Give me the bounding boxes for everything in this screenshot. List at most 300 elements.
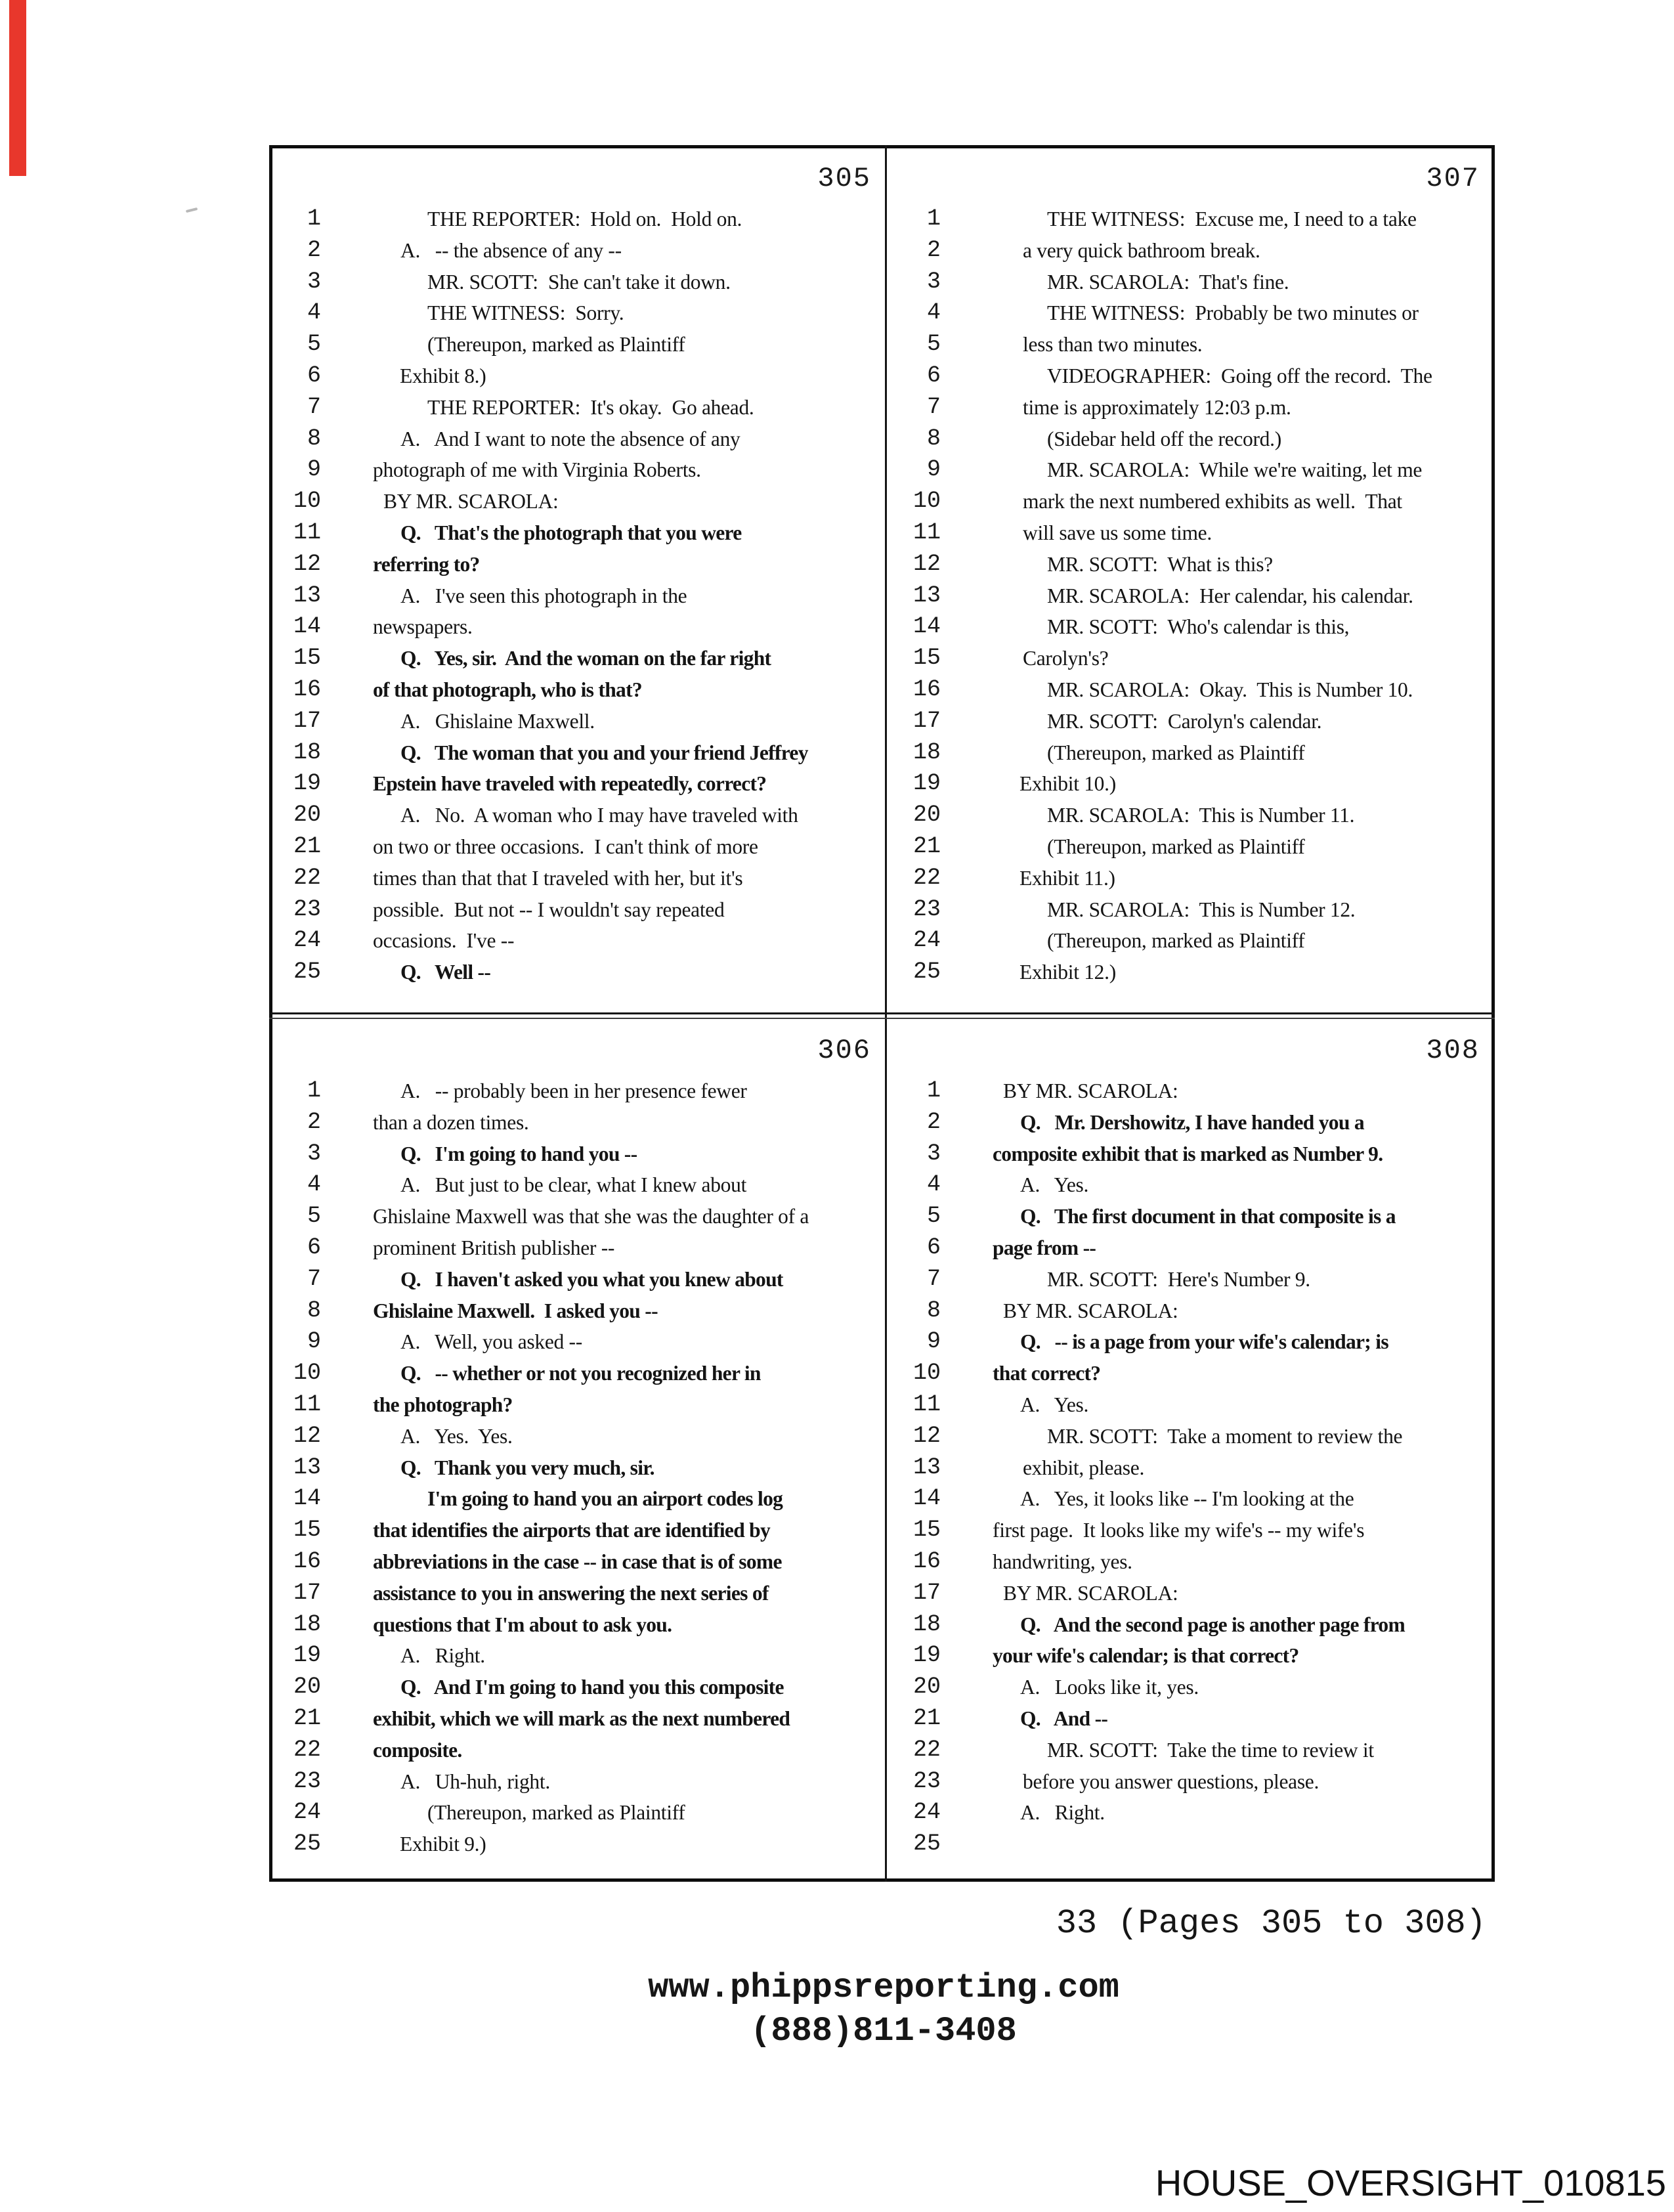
transcript-line — [283, 1829, 883, 1860]
line-text: handwriting, yes. — [993, 1550, 1132, 1573]
line-number: 18 — [293, 739, 321, 766]
transcript-line — [903, 706, 1492, 737]
line-text: I'm going to hand you an airport codes log — [427, 1487, 783, 1511]
line-number: 12 — [293, 1422, 321, 1449]
line-number: 23 — [293, 1767, 321, 1794]
line-text: composite. — [373, 1738, 462, 1762]
line-text: MR. SCAROLA: Her calendar, his calendar. — [1047, 584, 1413, 607]
transcript-line — [903, 267, 1492, 298]
line-text: than a dozen times. — [373, 1110, 529, 1134]
line-number: 6 — [926, 362, 941, 389]
line-number: 17 — [912, 707, 941, 734]
line-text: A. Yes. Yes. — [400, 1424, 513, 1448]
line-number: 7 — [926, 393, 941, 420]
transcript-line — [283, 706, 883, 737]
line-text: Q. The first document in that composite is a — [1020, 1205, 1396, 1228]
line-number: 11 — [912, 1391, 941, 1418]
transcript-line — [903, 1295, 1492, 1327]
transcript-line — [903, 1232, 1492, 1264]
footer-page-range: 33 (Pages 305 to 308) — [1056, 1904, 1486, 1943]
transcript-line — [283, 1546, 883, 1578]
line-number: 19 — [293, 1642, 321, 1669]
line-number: 15 — [293, 645, 321, 672]
line-text: Exhibit 11.) — [1019, 866, 1115, 890]
transcript-line — [283, 800, 883, 831]
line-text: referring to? — [373, 552, 480, 576]
line-text: time is approximately 12:03 p.m. — [1023, 395, 1291, 419]
line-text: A. -- probably been in her presence fewer — [400, 1079, 747, 1102]
line-text: A. Yes. — [1020, 1173, 1089, 1197]
line-number: 7 — [307, 1265, 321, 1292]
transcript-line — [283, 768, 883, 800]
footer-phone: (888)811-3408 — [750, 2012, 1017, 2050]
line-number: 11 — [293, 519, 321, 546]
line-number: 1 — [926, 206, 941, 232]
line-text: Q. I'm going to hand you -- — [400, 1142, 637, 1165]
line-text: THE REPORTER: It's okay. Go ahead. — [427, 395, 754, 419]
transcript-line — [903, 925, 1492, 957]
transcript-line — [283, 1578, 883, 1609]
line-text: A. Yes. — [1020, 1393, 1089, 1416]
line-number: 25 — [912, 1831, 941, 1857]
transcript-line — [903, 1609, 1492, 1641]
line-number: 20 — [293, 802, 321, 829]
line-number: 3 — [926, 1140, 941, 1167]
transcript-line — [903, 831, 1492, 863]
line-number: 20 — [912, 802, 941, 829]
transcript-line — [903, 957, 1492, 988]
line-text: Q. And the second page is another page from — [1020, 1613, 1405, 1636]
transcript-line — [903, 1452, 1492, 1484]
transcript-line — [283, 925, 883, 957]
transcript-line — [903, 1483, 1492, 1515]
line-number: 24 — [912, 1799, 941, 1826]
line-number: 18 — [912, 1611, 941, 1637]
line-number: 9 — [926, 1328, 941, 1355]
line-number: 5 — [926, 331, 941, 358]
line-number: 9 — [307, 456, 321, 483]
line-number: 1 — [926, 1077, 941, 1104]
transcript-line — [903, 1358, 1492, 1389]
line-text: MR. SCOTT: Take a moment to review the — [1047, 1424, 1403, 1448]
line-number: 6 — [307, 1234, 321, 1261]
line-number: 12 — [293, 550, 321, 577]
transcript-line — [283, 1389, 883, 1421]
line-text: Ghislaine Maxwell was that she was the daughter of a — [373, 1205, 809, 1228]
line-text: (Thereupon, marked as Plaintiff — [427, 333, 685, 357]
line-number: 2 — [926, 236, 941, 263]
line-text: prominent British publisher -- — [373, 1236, 615, 1259]
transcript-line — [903, 800, 1492, 831]
transcript-line — [903, 297, 1492, 329]
transcript-line — [903, 1139, 1492, 1170]
transcript-line — [903, 611, 1492, 643]
line-text: exhibit, which we will mark as the next numbered — [373, 1706, 790, 1730]
line-number: 9 — [926, 456, 941, 483]
transcript-line — [903, 643, 1492, 674]
transcript-line — [903, 1735, 1492, 1766]
line-text: Exhibit 8.) — [400, 364, 486, 387]
line-number: 11 — [912, 519, 941, 546]
line-text: mark the next numbered exhibits as well. That — [1023, 490, 1402, 513]
line-number: 17 — [293, 707, 321, 734]
transcript-line — [903, 360, 1492, 392]
line-number: 4 — [926, 299, 941, 326]
line-text: questions that I'm about to ask you. — [373, 1613, 672, 1636]
line-number: 16 — [293, 1548, 321, 1574]
line-text: BY MR. SCAROLA: — [383, 490, 559, 513]
line-number: 10 — [912, 1360, 941, 1387]
line-text: A. And I want to note the absence of any — [400, 427, 740, 450]
transcript-line — [283, 1326, 883, 1358]
transcript-line — [903, 1075, 1492, 1107]
line-text: A. I've seen this photograph in the — [400, 584, 687, 607]
line-number: 4 — [307, 299, 321, 326]
line-text: possible. But not -- I wouldn't say repeated — [373, 898, 725, 921]
transcript-line — [903, 1326, 1492, 1358]
horizontal-divider — [269, 1012, 1495, 1014]
transcript-line — [903, 235, 1492, 267]
transcript-line — [903, 1515, 1492, 1546]
transcript-line — [903, 517, 1492, 549]
line-number: 14 — [912, 613, 941, 640]
line-text: A. -- the absence of any -- — [400, 238, 622, 262]
line-text: THE WITNESS: Sorry. — [427, 301, 624, 325]
transcript-line — [903, 580, 1492, 612]
transcript-line — [283, 1358, 883, 1389]
line-text: Q. -- whether or not you recognized her in — [400, 1362, 761, 1385]
line-number: 8 — [926, 1297, 941, 1324]
line-text: your wife's calendar; is that correct? — [993, 1644, 1299, 1668]
line-number: 16 — [912, 1548, 941, 1574]
line-text: A. Right. — [1020, 1801, 1105, 1825]
line-text: MR. SCAROLA: This is Number 11. — [1047, 804, 1355, 827]
transcript-line — [903, 1546, 1492, 1578]
line-number: 24 — [293, 927, 321, 954]
line-number: 22 — [912, 1736, 941, 1763]
transcript-line — [283, 1169, 883, 1201]
line-text: that correct? — [993, 1362, 1101, 1385]
line-number: 7 — [307, 393, 321, 420]
line-text: MR. SCOTT: Here's Number 9. — [1047, 1267, 1310, 1291]
transcript-line — [903, 1766, 1492, 1798]
transcript-line — [283, 486, 883, 517]
line-number: 4 — [926, 1171, 941, 1198]
line-number: 13 — [912, 1454, 941, 1481]
line-text: assistance to you in answering the next series of — [373, 1581, 769, 1605]
line-number: 18 — [912, 739, 941, 766]
line-text: A. Ghislaine Maxwell. — [400, 709, 595, 733]
line-text: A. Well, you asked -- — [400, 1330, 582, 1354]
line-number: 25 — [912, 959, 941, 986]
line-text: (Thereupon, marked as Plaintiff — [1047, 929, 1305, 953]
transcript-line — [903, 894, 1492, 926]
line-text: THE REPORTER: Hold on. Hold on. — [427, 207, 742, 230]
line-number: 12 — [912, 550, 941, 577]
line-text: Epstein have traveled with repeatedly, correct? — [373, 772, 767, 796]
transcript-line — [283, 235, 883, 267]
line-number: 3 — [926, 268, 941, 295]
line-number: 5 — [926, 1203, 941, 1230]
line-text: A. Yes, it looks like -- I'm looking at the — [1020, 1487, 1354, 1511]
line-text: Q. -- is a page from your wife's calendar; is — [1020, 1330, 1388, 1354]
transcript-line — [903, 1640, 1492, 1672]
transcript-line — [283, 329, 883, 360]
line-text: A. Looks like it, yes. — [1020, 1676, 1199, 1699]
transcript-line — [283, 1232, 883, 1264]
line-number: 9 — [307, 1328, 321, 1355]
transcript-line — [283, 1295, 883, 1327]
transcript-line — [283, 454, 883, 486]
line-text: THE WITNESS: Probably be two minutes or — [1047, 301, 1419, 325]
transcript-line — [283, 1139, 883, 1170]
page-number: 306 — [817, 1035, 871, 1066]
line-text: (Sidebar held off the record.) — [1047, 427, 1281, 450]
line-text: MR. SCAROLA: While we're waiting, let me — [1047, 458, 1423, 482]
transcript-line — [283, 549, 883, 580]
line-text: of that photograph, who is that? — [373, 678, 642, 701]
line-text: photograph of me with Virginia Roberts. — [373, 458, 701, 482]
line-number: 19 — [912, 770, 941, 797]
line-number: 5 — [307, 331, 321, 358]
line-number: 8 — [307, 1297, 321, 1324]
line-number: 15 — [912, 645, 941, 672]
transcript-line — [283, 1452, 883, 1484]
line-text: less than two minutes. — [1023, 333, 1203, 357]
line-number: 2 — [307, 1108, 321, 1135]
transcript-line — [283, 737, 883, 769]
line-text: BY MR. SCAROLA: — [1003, 1581, 1178, 1605]
transcript-line — [283, 1421, 883, 1452]
transcript-line — [283, 1264, 883, 1295]
transcript-line — [903, 1578, 1492, 1609]
transcript-line — [283, 863, 883, 894]
line-text: Q. Thank you very much, sir. — [400, 1456, 655, 1479]
line-text: occasions. I've -- — [373, 929, 515, 953]
transcript-line — [903, 204, 1492, 235]
line-number: 1 — [307, 206, 321, 232]
transcript-line — [283, 517, 883, 549]
transcript-line — [283, 423, 883, 455]
transcript-line — [903, 454, 1492, 486]
line-number: 13 — [293, 1454, 321, 1481]
line-number: 6 — [926, 1234, 941, 1261]
transcript-lines-305 — [283, 204, 883, 988]
line-number: 21 — [912, 833, 941, 859]
line-number: 25 — [293, 1831, 321, 1857]
line-number: 5 — [307, 1203, 321, 1230]
line-text: composite exhibit that is marked as Number 9. — [993, 1142, 1383, 1165]
transcript-line — [903, 768, 1492, 800]
transcript-line — [283, 1075, 883, 1107]
transcript-line — [283, 674, 883, 706]
page-308-quadrant — [887, 1020, 1492, 1878]
page-number: 308 — [1426, 1035, 1480, 1066]
line-text: MR. SCAROLA: Okay. This is Number 10. — [1047, 678, 1413, 701]
line-text: MR. SCOTT: She can't take it down. — [427, 270, 731, 293]
line-text: Q. I haven't asked you what you knew about — [400, 1267, 783, 1291]
line-number: 23 — [912, 896, 941, 922]
line-text: Q. Yes, sir. And the woman on the far right — [400, 647, 771, 670]
line-number: 10 — [293, 1360, 321, 1387]
line-number: 14 — [912, 1485, 941, 1512]
transcript-line — [903, 674, 1492, 706]
line-number: 2 — [307, 236, 321, 263]
transcript-line — [903, 1797, 1492, 1829]
line-text: MR. SCOTT: Who's calendar is this, — [1047, 615, 1350, 639]
transcript-lines-308 — [903, 1075, 1492, 1860]
transcript-line — [283, 831, 883, 863]
line-text — [941, 1829, 993, 1860]
transcript-line — [283, 1609, 883, 1641]
line-number: 23 — [293, 896, 321, 922]
transcript-line — [283, 392, 883, 423]
line-number: 1 — [307, 1077, 321, 1104]
line-text: MR. SCOTT: Carolyn's calendar. — [1047, 709, 1322, 733]
transcript-line — [903, 549, 1492, 580]
line-text: Exhibit 12.) — [1019, 961, 1116, 984]
line-text: on two or three occasions. I can't think of more — [373, 835, 758, 858]
transcript-line — [903, 1672, 1492, 1703]
line-number: 3 — [307, 268, 321, 295]
pen-mark — [186, 207, 198, 213]
line-text: MR. SCOTT: What is this? — [1047, 552, 1273, 576]
line-number: 8 — [926, 425, 941, 452]
line-text: newspapers. — [373, 615, 473, 639]
transcript-line — [903, 737, 1492, 769]
line-number: 3 — [307, 1140, 321, 1167]
transcript-line — [283, 297, 883, 329]
line-number: 19 — [293, 770, 321, 797]
line-text: MR. SCOTT: Take the time to review it — [1047, 1738, 1374, 1762]
footer-website: www.phippsreporting.com — [648, 1968, 1119, 2007]
line-number: 15 — [912, 1517, 941, 1544]
line-number: 17 — [912, 1579, 941, 1606]
horizontal-divider-shadow — [269, 1018, 1495, 1019]
transcript-line — [903, 1389, 1492, 1421]
line-number: 20 — [912, 1674, 941, 1701]
line-number: 4 — [307, 1171, 321, 1198]
line-number: 25 — [293, 959, 321, 986]
transcript-line — [283, 1672, 883, 1703]
transcript-line — [903, 423, 1492, 455]
line-text: will save us some time. — [1023, 521, 1212, 544]
transcript-line — [903, 1829, 1492, 1860]
transcript-line — [283, 1735, 883, 1766]
transcript-line — [283, 643, 883, 674]
line-text: BY MR. SCAROLA: — [1003, 1079, 1178, 1102]
line-text: Q. Well -- — [400, 961, 491, 984]
transcript-lines-307 — [903, 204, 1492, 988]
line-number: 20 — [293, 1674, 321, 1701]
line-text: VIDEOGRAPHER: Going off the record. The — [1047, 364, 1432, 387]
line-number: 14 — [293, 1485, 321, 1512]
line-number: 23 — [912, 1767, 941, 1794]
line-number: 22 — [293, 1736, 321, 1763]
line-text: (Thereupon, marked as Plaintiff — [427, 1801, 685, 1825]
transcript-line — [283, 1703, 883, 1735]
line-text: the photograph? — [373, 1393, 513, 1416]
line-number: 18 — [293, 1611, 321, 1637]
line-number: 12 — [912, 1422, 941, 1449]
line-number: 11 — [293, 1391, 321, 1418]
transcript-line — [283, 894, 883, 926]
transcript-line — [283, 580, 883, 612]
line-number: 24 — [912, 927, 941, 954]
line-number: 16 — [293, 676, 321, 703]
transcript-line — [283, 957, 883, 988]
line-number: 13 — [912, 582, 941, 609]
line-number: 21 — [912, 1704, 941, 1731]
line-text: times than that that I traveled with her, but it's — [373, 866, 743, 890]
line-number: 2 — [926, 1108, 941, 1135]
transcript-line — [283, 360, 883, 392]
transcript-line — [903, 1703, 1492, 1735]
page-number: 307 — [1426, 163, 1480, 194]
line-text: Q. Mr. Dershowitz, I have handed you a — [1020, 1110, 1364, 1134]
page-305-quadrant — [272, 148, 883, 1012]
line-text: Ghislaine Maxwell. I asked you -- — [373, 1299, 658, 1322]
transcript-line — [283, 267, 883, 298]
line-number: 22 — [912, 864, 941, 891]
transcript-lines-306 — [283, 1075, 883, 1860]
line-text: abbreviations in the case -- in case that is of some — [373, 1550, 782, 1573]
line-text: first page. It looks like my wife's -- my wife's — [993, 1519, 1365, 1542]
transcript-line — [903, 1201, 1492, 1232]
line-text: (Thereupon, marked as Plaintiff — [1047, 835, 1305, 858]
line-number: 24 — [293, 1799, 321, 1826]
line-text: A. Right. — [400, 1644, 485, 1668]
transcript-line — [283, 1483, 883, 1515]
line-text: Carolyn's? — [1023, 647, 1109, 670]
bates-stamp: HOUSE_OVERSIGHT_010815 — [1155, 2162, 1666, 2203]
page-307-quadrant — [887, 148, 1492, 1012]
line-text: THE WITNESS: Excuse me, I need to a take — [1047, 207, 1417, 230]
line-number: 15 — [293, 1517, 321, 1544]
transcript-line — [903, 329, 1492, 360]
line-text: A. But just to be clear, what I knew about — [400, 1173, 747, 1197]
page-306-quadrant — [272, 1020, 883, 1878]
line-text: a very quick bathroom break. — [1023, 238, 1260, 262]
transcript-line — [283, 1201, 883, 1232]
line-number: 10 — [912, 488, 941, 515]
line-number: 22 — [293, 864, 321, 891]
transcript-line — [903, 1107, 1492, 1139]
line-number: 8 — [307, 425, 321, 452]
line-number: 13 — [293, 582, 321, 609]
line-text: MR. SCAROLA: This is Number 12. — [1047, 898, 1356, 921]
line-text: Q. And I'm going to hand you this composite — [400, 1676, 784, 1699]
line-number: 17 — [293, 1579, 321, 1606]
line-text: Exhibit 9.) — [400, 1832, 486, 1856]
line-number: 7 — [926, 1265, 941, 1292]
line-text: BY MR. SCAROLA: — [1003, 1299, 1178, 1322]
red-scan-mark — [9, 0, 26, 176]
transcript-line — [903, 863, 1492, 894]
line-text: page from -- — [993, 1236, 1096, 1259]
line-number: 10 — [293, 488, 321, 515]
line-text: Q. That's the photograph that you were — [400, 521, 742, 544]
line-number: 19 — [912, 1642, 941, 1669]
line-number: 14 — [293, 613, 321, 640]
transcript-line — [283, 1766, 883, 1798]
line-text: (Thereupon, marked as Plaintiff — [1047, 741, 1305, 764]
line-text: A. No. A woman who I may have traveled with — [400, 804, 798, 827]
transcript-line — [903, 486, 1492, 517]
transcript-line — [903, 392, 1492, 423]
page-number: 305 — [817, 163, 871, 194]
line-text: Exhibit 10.) — [1019, 772, 1116, 796]
